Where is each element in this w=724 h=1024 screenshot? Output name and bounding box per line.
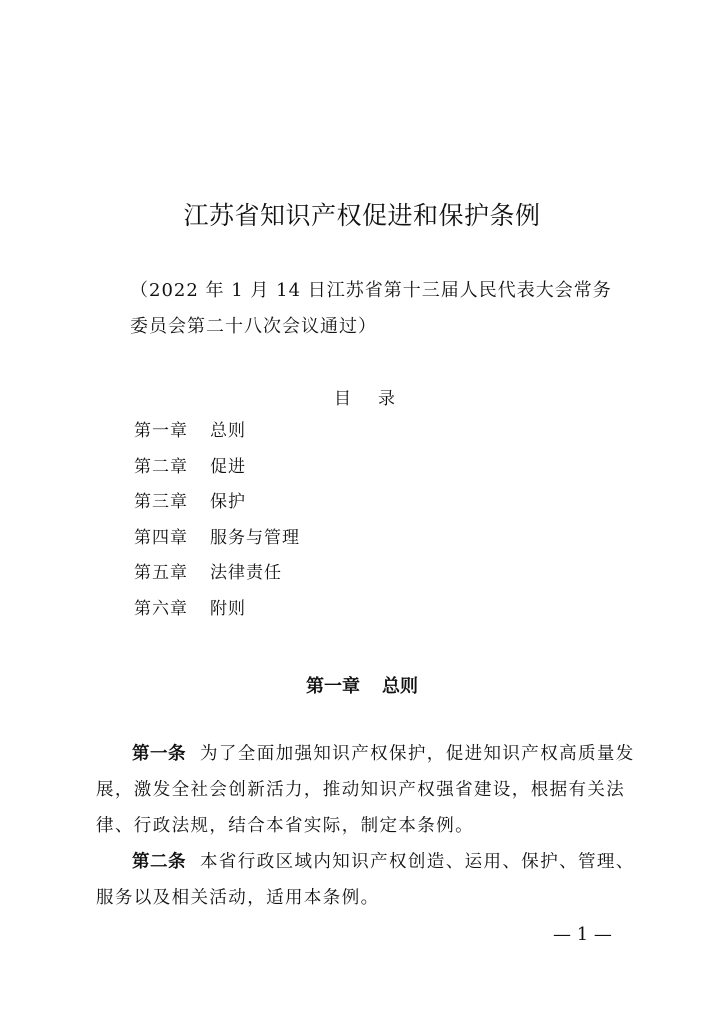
article-text: 为了全面加强知识产权保护，促进知识产权高质量发展，激发全社会创新活力，推动知识产权强省建设，根据有关法律、行政法规，结合本省实际，制定本条例。	[96, 744, 635, 836]
chapter-heading-title: 总则	[382, 676, 418, 697]
article-1	[96, 736, 636, 844]
toc-chapter-number: 第三章	[134, 492, 188, 513]
chapter-heading	[0, 672, 724, 698]
article-label: 第二条	[132, 852, 186, 872]
chapter-heading-number: 第一章	[306, 676, 360, 697]
toc-chapter-number: 第一章	[134, 421, 188, 441]
adoption-note-line-1: （2022 年 1 月 14 日江苏省第十三届人民代表大会常务	[130, 280, 612, 301]
adoption-note-line-2: 委员会第二十八次会议通过）	[130, 316, 377, 337]
toc-chapter-title: 促进	[210, 456, 246, 477]
toc-item	[134, 456, 300, 492]
article-2	[96, 844, 636, 916]
toc-chapter-title: 总则	[210, 421, 246, 441]
toc-item	[134, 562, 300, 598]
toc-item	[134, 527, 300, 563]
toc-chapter-number: 第五章	[134, 563, 188, 584]
toc-item	[134, 420, 300, 456]
toc-chapter-title: 保护	[210, 492, 246, 513]
toc-chapter-number: 第六章	[134, 598, 188, 619]
toc-chapter-title: 法律责任	[210, 563, 282, 584]
page-number: — 1 —	[553, 924, 612, 945]
toc-chapter-title: 服务与管理	[210, 527, 300, 548]
table-of-contents	[134, 420, 300, 634]
toc-chapter-title: 附则	[210, 598, 246, 619]
toc-heading-char-1: 目	[334, 389, 352, 409]
toc-item	[134, 491, 300, 527]
document-title: 江苏省知识产权促进和保护条例	[183, 201, 541, 230]
toc-item	[134, 598, 300, 634]
toc-chapter-number: 第四章	[134, 527, 188, 548]
toc-heading-char-2: 录	[378, 389, 396, 409]
toc-chapter-number: 第二章	[134, 456, 188, 477]
article-text: 本省行政区域内知识产权创造、运用、保护、管理、服务以及相关活动，适用本条例。	[96, 852, 635, 908]
toc-heading	[334, 384, 396, 409]
article-label: 第一条	[132, 744, 186, 764]
